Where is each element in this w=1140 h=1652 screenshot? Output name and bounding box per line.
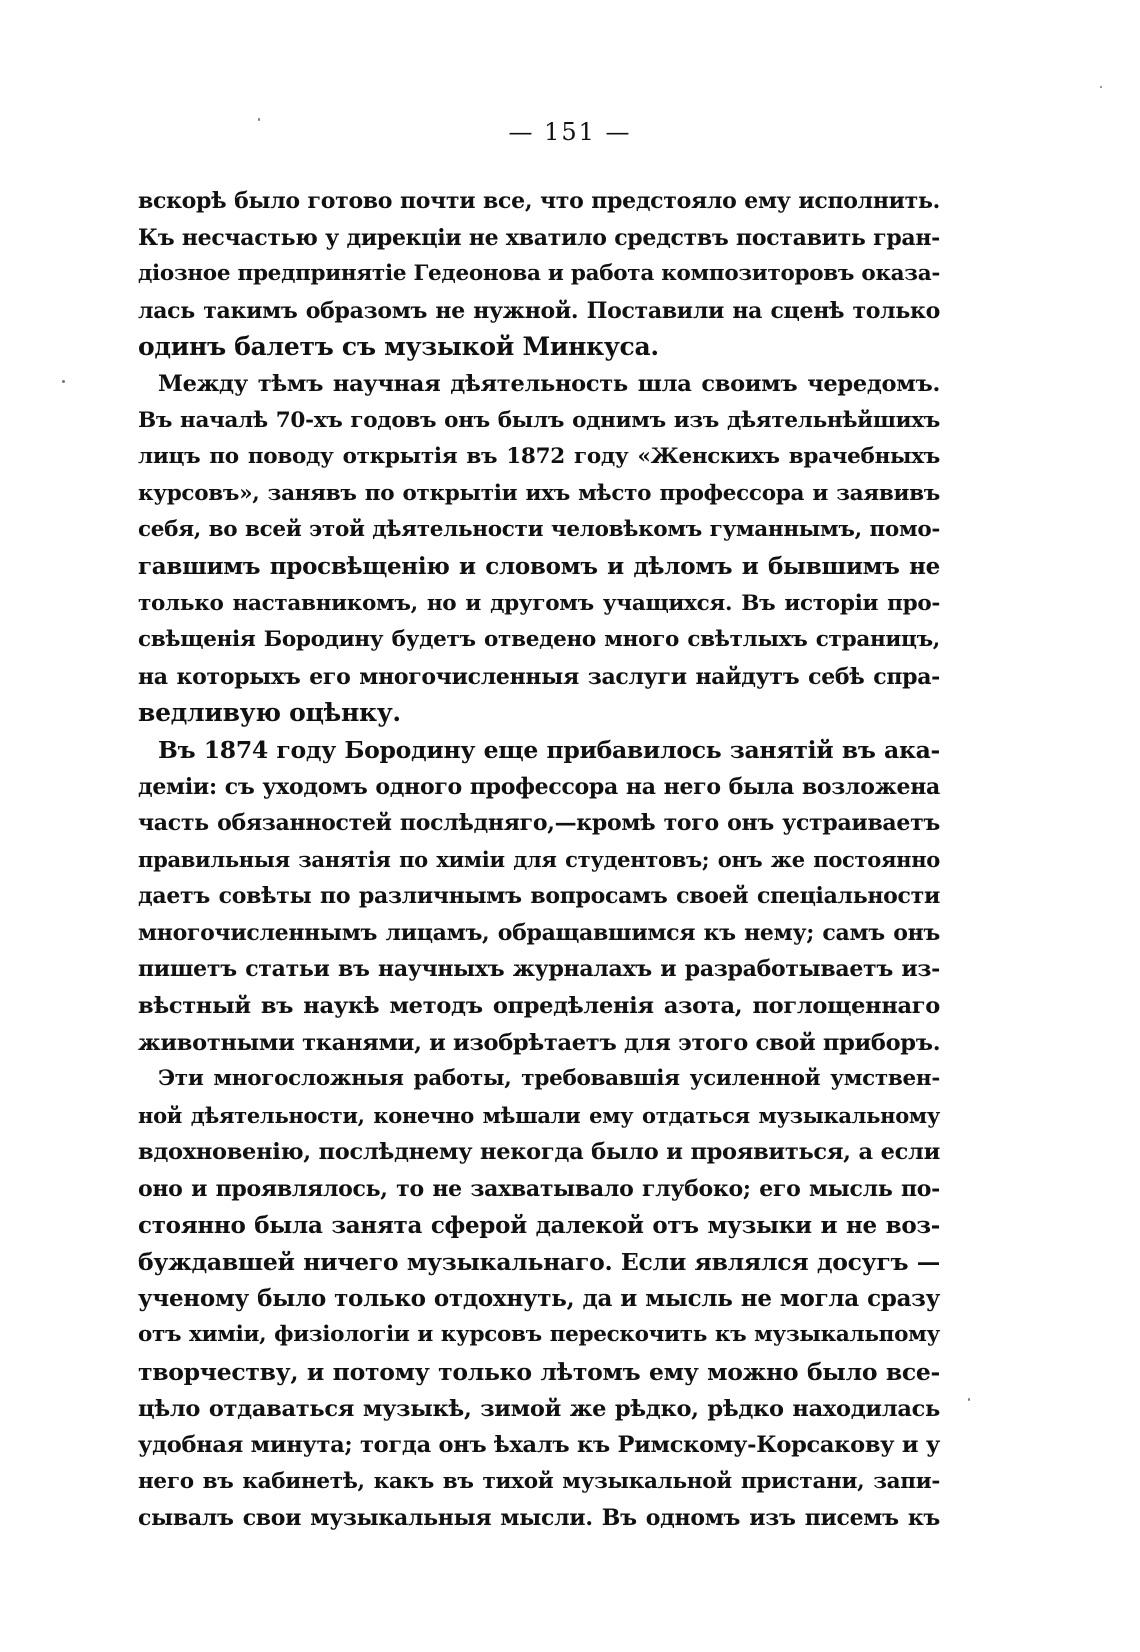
paper-speck — [258, 118, 260, 121]
text-line: гавшимъ просвѣщенію и словомъ и дѣломъ и бывшимъ не — [138, 552, 940, 580]
body-text — [138, 183, 940, 1537]
text-line: лась такимъ образомъ не нужной. Поставили на сценѣ только — [138, 297, 940, 324]
text-line: цѣло отдаваться музыкѣ, зимой же рѣдко, рѣдко находилась — [138, 1395, 940, 1422]
text-line: Въ началѣ 70-хъ годовъ онъ былъ однимъ изъ дѣятельнѣйшихъ — [138, 407, 940, 433]
text-line: Между тѣмъ научная дѣятельность шла своимъ чередомъ. — [158, 370, 940, 397]
text-line: на которыхъ его многочисленныя заслуги найдутъ себѣ спра- — [138, 663, 940, 690]
text-line: только наставникомъ, но и другомъ учащихся. Въ исторіи про- — [138, 590, 940, 616]
text-line: ученому было только отдохнуть, да и мысль не могла сразу — [138, 1284, 940, 1312]
text-line: сывалъ свои музыкальныя мысли. Въ одномъ изъ писемъ къ — [138, 1505, 940, 1532]
text-line: творчеству, и потому только лѣтомъ ему можно было все- — [138, 1358, 940, 1386]
text-line: животными тканями, и изобрѣтаетъ для этого свой приборъ. — [138, 1029, 941, 1056]
text-line: Эти многосложныя работы, требовавшія усиленной умствен- — [158, 1066, 940, 1092]
text-line: Въ 1874 году Бородину еще прибавилось занятій въ ака- — [158, 735, 940, 764]
text-line: лицъ по поводу открытія въ 1872 году «Женскихъ врачебныхъ — [138, 444, 940, 470]
page-number: — 151 — — [508, 118, 632, 146]
text-line: отъ химіи, физіологіи и курсовъ перескочить къ музыкальпому — [138, 1322, 940, 1348]
paper-speck — [968, 1398, 970, 1401]
text-line: удобная минута; тогда онъ ѣхалъ къ Римскому-Корсакову и у — [138, 1432, 940, 1459]
text-line: ведливую оцѣнку. — [138, 698, 401, 728]
text-line: деміи: съ уходомъ одного профессора на него была возложена — [138, 773, 940, 800]
text-line: многочисленнымъ лицамъ, обращавшимся къ нему; самъ онъ — [138, 919, 940, 946]
text-line: него въ кабинетѣ, какъ въ тихой музыкальной пристани, запи- — [138, 1468, 940, 1494]
text-line: ной дѣятельности, конечно мѣшали ему отдаться музыкальному — [138, 1102, 940, 1128]
text-line: Къ несчастью у дирекціи не хватило средствъ поставить гран- — [138, 224, 940, 251]
text-line: діозное предпринятіе Гедеонова и работа композиторовъ оказа- — [138, 261, 940, 287]
text-line: даетъ совѣты по различнымъ вопросамъ своей спеціальности — [138, 883, 940, 910]
text-line: вскорѣ было готово почти все, что предстояло ему исполнить. — [138, 188, 940, 214]
text-line: свѣщенія Бородину будетъ отведено много свѣтлыхъ страницъ, — [138, 627, 940, 653]
paper-speck — [1100, 86, 1102, 88]
text-line: оно и проявлялось, то не захватывало глубоко; его мысль по- — [138, 1176, 940, 1203]
text-line: пишетъ статьи въ научныхъ журналахъ и разработываетъ из- — [138, 956, 940, 983]
text-line: правильныя занятія по химіи для студентовъ; онъ же постоянно — [138, 846, 940, 872]
text-line: себя, во всей этой дѣятельности человѣкомъ гуманнымъ, помо- — [138, 517, 940, 543]
text-line: стоянно была занята сферой далекой отъ музыки и не воз- — [138, 1211, 940, 1239]
text-line: буждавшей ничего музыкальнаго. Если являлся досугъ — — [138, 1248, 940, 1277]
text-line: вѣстный въ наукѣ методъ опредѣленія азота, поглощеннаго — [138, 993, 940, 1020]
paper-speck — [62, 380, 65, 383]
text-line: курсовъ», занявъ по открытіи ихъ мѣсто профессора и заявивъ — [138, 480, 940, 506]
text-line: одинъ балетъ съ музыкой Минкуса. — [138, 332, 659, 362]
text-line: часть обязанностей послѣдняго,—кромѣ того онъ устраиваетъ — [138, 810, 940, 837]
text-line: вдохновенію, послѣднему некогда было и проявиться, а если — [138, 1139, 940, 1166]
